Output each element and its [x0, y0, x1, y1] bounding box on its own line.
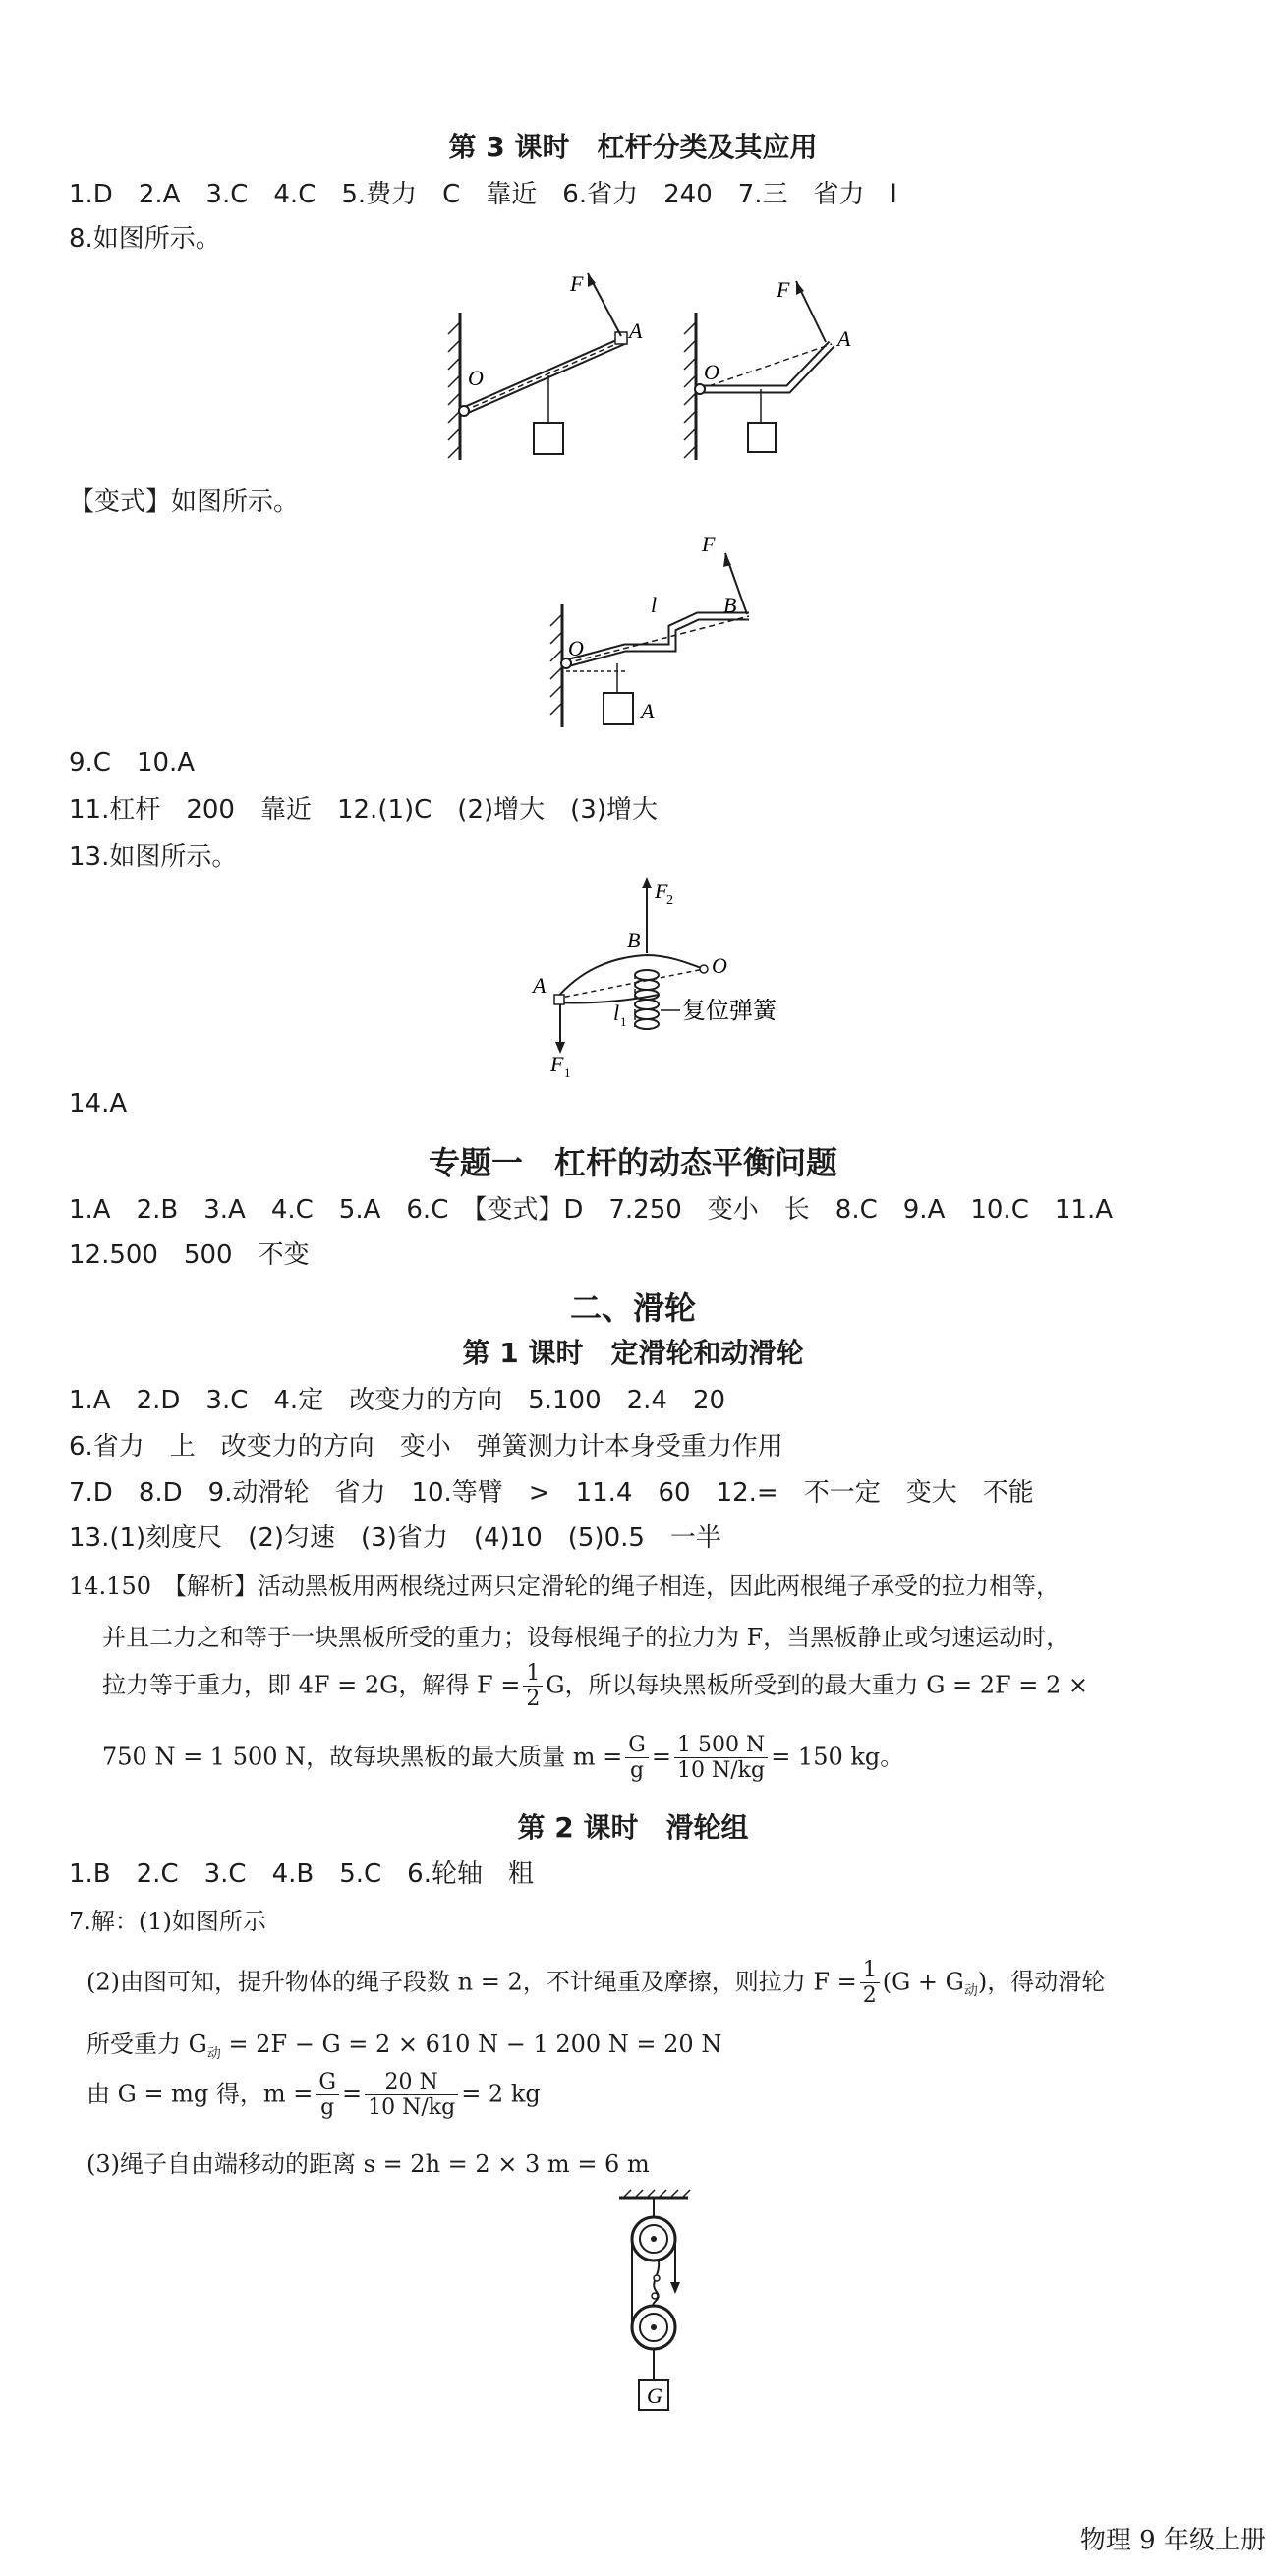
- point-label: A: [629, 318, 643, 343]
- answer-line: 12.500 500 不变: [69, 1240, 310, 1270]
- fraction: $\frac{1}{2}$: [860, 1958, 880, 2009]
- q14-line1: 14.150 【解析】活动黑板用两根绕过两只定滑轮的绳子相连，因此两根绳子承受的拉力相等，: [69, 1573, 1060, 1600]
- force-label: F: [570, 271, 584, 296]
- lever-figure-8: [432, 263, 875, 470]
- pivot-label: O: [468, 366, 484, 390]
- weight-label: G: [647, 2383, 662, 2408]
- variant-line: 【变式】如图所示。: [69, 487, 300, 517]
- answer-line: 11.杠杆 200 靠近 12.(1)C (2)增大 (3)增大: [69, 795, 658, 825]
- force-label: F: [550, 1052, 564, 1076]
- q14-line3: 拉力等于重力，即 4F = 2G，解得 F = $\frac{1}{2}$ G，所以每块黑板所受到的最大重力 G = 2F = 2 ×: [102, 1661, 1089, 1712]
- solution-line: 7.解：(1)如图所示: [69, 1908, 266, 1935]
- point-label: B: [627, 928, 641, 952]
- fraction: $\frac{1 500 N}{10 N/kg}$: [674, 1733, 768, 1784]
- answer-line: 1.B 2.C 3.C 4.B 5.C 6.轮轴 粗: [69, 1860, 534, 1889]
- force-label: F: [777, 277, 790, 302]
- answer-line: 13.如图所示。: [69, 842, 238, 872]
- spring-label: 复位弹簧: [682, 997, 777, 1024]
- q14-line4: 750 N = 1 500 N，故每块黑板的最大质量 m = $\frac{G}{g}$ = $\frac{1 500 N}{10 N/kg}$ = 150 kg。: [102, 1733, 904, 1784]
- arm-label: l: [613, 1001, 620, 1025]
- q14-line2: 并且二力之和等于一块黑板所受的重力；设每根绳子的拉力为 F，当黑板静止或匀速运动时，: [102, 1624, 1070, 1651]
- pivot-label: O: [712, 953, 727, 978]
- pivot-label: O: [568, 636, 584, 660]
- topic1-title: 专题一 杠杆的动态平衡问题: [428, 1144, 837, 1181]
- lever-figure-variant: [541, 526, 786, 732]
- answer-line: 1.A 2.D 3.C 4.定 改变力的方向 5.100 2.4 20: [69, 1386, 726, 1415]
- arm-label: l: [651, 593, 658, 617]
- subscript: 1: [564, 1065, 571, 1079]
- point-label: A: [837, 326, 851, 351]
- point-label: A: [641, 699, 655, 723]
- solution-line: 由 G = mg 得，m = $\frac{G}{g}$ = $\frac{20 N}{10 N/kg}$ = 2 kg: [86, 2070, 541, 2121]
- answer-line: 13.(1)刻度尺 (2)匀速 (3)省力 (4)10 (5)0.5 一半: [69, 1523, 721, 1553]
- chapter2-title: 二、滑轮: [569, 1289, 696, 1327]
- answer-line: 1.D 2.A 3.C 4.C 5.费力 C 靠近 6.省力 240 7.三 省力 l: [69, 180, 897, 209]
- pivot-label: O: [704, 360, 719, 384]
- answer-line: 6.省力 上 改变力的方向 变小 弹簧测力计本身受重力作用: [69, 1432, 783, 1461]
- fraction: $\frac{G}{g}$: [316, 2070, 339, 2121]
- fraction: $\frac{1}{2}$: [523, 1661, 543, 1712]
- solution-line: 所受重力 $G_动 = 2F - G = 2 \times 610$ N − 1 200 N = 20 N: [86, 2031, 722, 2062]
- lesson2-title: 第 2 课时 滑轮组: [517, 1811, 749, 1844]
- answer-line: 14.A: [69, 1089, 128, 1118]
- lesson3-title: 第 3 课时 杠杆分类及其应用: [448, 131, 818, 163]
- force-label: F: [702, 532, 716, 556]
- lever-figure-13: [521, 873, 826, 1079]
- answer-line: 7.D 8.D 9.动滑轮 省力 10.等臂 > 11.4 60 12.= 不一定 变大 不能: [69, 1478, 1034, 1508]
- lesson1-title: 第 1 课时 定滑轮和动滑轮: [462, 1337, 804, 1369]
- point-label: A: [533, 973, 547, 998]
- answer-line: 1.A 2.B 3.A 4.C 5.A 6.C 【变式】D 7.250 变小 长 8.C 9.A 10.C 11.A: [69, 1195, 1113, 1225]
- subscript: 1: [620, 1014, 627, 1029]
- solution-line: (2)由图可知，提升物体的绳子段数 n = 2，不计绳重及摩擦，则拉力 F = $\frac{1}{2}$ $(G + G_动)$，得动滑轮: [86, 1958, 1106, 2009]
- fraction: $\frac{G}{g}$: [625, 1733, 649, 1784]
- force-label: F: [655, 879, 668, 903]
- page-footer: 物理 9 年级上册: [1079, 2526, 1266, 2555]
- point-label: B: [723, 593, 737, 617]
- solution-line: (3)绳子自由端移动的距离 s = 2h = 2 × 3 m = 6 m: [86, 2150, 650, 2178]
- fraction: $\frac{20 N}{10 N/kg}$: [365, 2070, 458, 2121]
- subscript: 2: [666, 893, 673, 908]
- answer-line: 8.如图所示。: [69, 224, 221, 254]
- answer-line: 9.C 10.A: [69, 748, 196, 777]
- pulley-figure: [600, 2188, 708, 2424]
